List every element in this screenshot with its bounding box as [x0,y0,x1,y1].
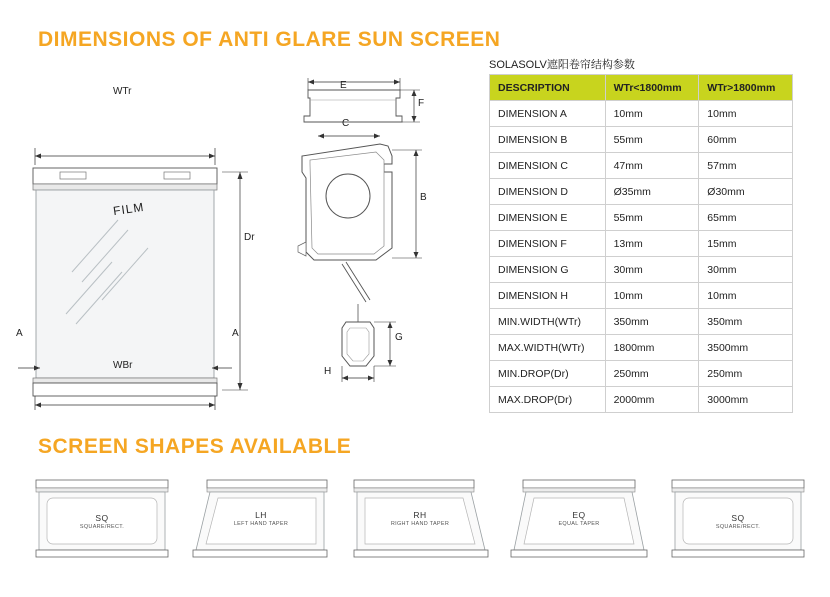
table-row [490,101,793,127]
cell-large: 3500mm [699,335,793,361]
table-header-large: WTr>1800mm [699,75,793,101]
shape-code: SQ [95,513,109,523]
cell-description: DIMENSION G [490,257,606,283]
cell-description: DIMENSION H [490,283,606,309]
table-row [490,231,793,257]
cell-description: DIMENSION C [490,153,606,179]
table-header-small: WTr<1800mm [605,75,699,101]
cell-description: MAX.DROP(Dr) [490,387,606,413]
cell-large: 250mm [699,361,793,387]
table-row [490,257,793,283]
cell-description: DIMENSION A [490,101,606,127]
cell-small: 2000mm [605,387,699,413]
cell-description: DIMENSION F [490,231,606,257]
film-label: FILM [112,199,146,219]
dim-label-f: F [418,98,425,109]
cell-large: 350mm [699,309,793,335]
cell-small: 1800mm [605,335,699,361]
cell-large: 15mm [699,231,793,257]
cell-large: 10mm [699,101,793,127]
cell-large: 30mm [699,257,793,283]
dim-label-c: C [342,118,350,129]
cell-small: Ø35mm [605,179,699,205]
shape-code: SQ [731,513,745,523]
shape-sub: LEFT HAND TAPER [233,521,289,527]
shape-card-eq [505,466,653,566]
table-row [490,205,793,231]
cell-description: MIN.WIDTH(WTr) [490,309,606,335]
table-row [490,283,793,309]
table-row [490,361,793,387]
section-view-drawing [280,60,480,410]
table-header-row [490,75,793,101]
cell-small: 55mm [605,205,699,231]
dim-label-wbr: WBr [113,360,133,371]
front-view-drawing [0,60,270,410]
cell-description: MAX.WIDTH(WTr) [490,335,606,361]
cell-small: 350mm [605,309,699,335]
page-title: DIMENSIONS OF ANTI GLARE SUN SCREEN [38,28,501,51]
table-row [490,335,793,361]
section-title-shapes: SCREEN SHAPES AVAILABLE [38,435,352,458]
dim-label-g: G [395,332,403,343]
dim-label-dr: Dr [244,232,255,243]
table-row [490,387,793,413]
shape-card-lh [187,466,335,566]
mark-a-right: A [232,328,239,339]
cell-large: 57mm [699,153,793,179]
cell-small: 250mm [605,361,699,387]
table-caption: SOLASOLV遮阳卷帘结构参数 [489,59,635,71]
table-row [490,179,793,205]
cell-small: 10mm [605,283,699,309]
table-row [490,127,793,153]
shape-sub: SQUARE/RECT. [79,524,125,530]
dim-label-e: E [340,80,347,91]
cell-description: MIN.DROP(Dr) [490,361,606,387]
cell-large: Ø30mm [699,179,793,205]
cell-small: 47mm [605,153,699,179]
cell-small: 55mm [605,127,699,153]
shape-code: RH [413,510,427,520]
cell-large: 10mm [699,283,793,309]
table-header-description: DESCRIPTION [490,75,606,101]
table-row [490,309,793,335]
shape-sub: RIGHT HAND TAPER [390,521,450,527]
shape-sub: SQUARE/RECT. [715,524,761,530]
mark-a-left: A [16,328,23,339]
cell-description: DIMENSION E [490,205,606,231]
cell-small: 13mm [605,231,699,257]
cell-large: 3000mm [699,387,793,413]
shape-card-sq-left [28,466,176,566]
cell-description: DIMENSION B [490,127,606,153]
cell-large: 65mm [699,205,793,231]
cell-small: 10mm [605,101,699,127]
shape-code: LH [255,510,267,520]
cell-large: 60mm [699,127,793,153]
shape-sub: EQUAL TAPER [558,521,600,527]
dim-label-h: H [324,366,332,377]
cell-description: DIMENSION D [490,179,606,205]
cell-small: 30mm [605,257,699,283]
table-row [490,153,793,179]
dim-label-b: B [420,192,427,203]
shape-card-rh [346,466,494,566]
shape-card-sq-right [664,466,812,566]
shape-code: EQ [572,510,586,520]
spec-table [489,74,793,413]
dim-label-wtr-top: WTr [113,86,132,97]
